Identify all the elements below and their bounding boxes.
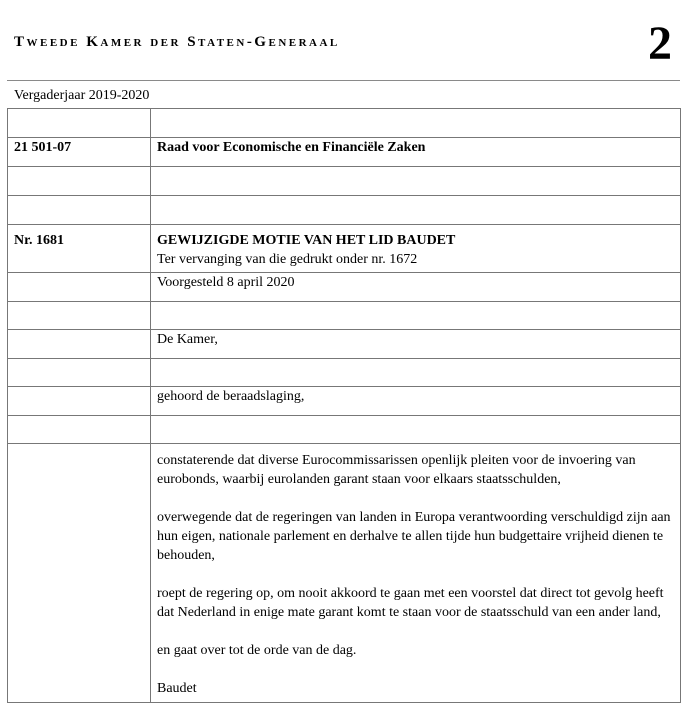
empty-cell [151,359,681,387]
empty-cell [151,109,681,138]
empty-cell [8,302,151,330]
empty-cell [8,444,151,703]
dossier-number: 21 501-07 [8,138,151,167]
empty-cell [151,196,681,225]
table-row [8,109,681,138]
document-number: 2 [648,17,672,70]
dossier-title: Raad voor Economische en Financiële Zaken [151,138,681,167]
header-divider [7,80,680,81]
document-header [14,17,674,70]
chamber-title: Tweede Kamer der Staten-Generaal [14,34,340,50]
motion-heading-cell [151,225,681,273]
empty-cell [151,416,681,444]
empty-cell [8,273,151,302]
heard-row [8,387,681,416]
motion-title: GEWIJZIGDE MOTIE VAN HET LID BAUDET [157,233,456,248]
table-row [8,167,681,196]
empty-cell [8,167,151,196]
motion-row [8,225,681,273]
empty-cell [8,109,151,138]
empty-cell [8,330,151,359]
empty-cell [151,302,681,330]
motion-body-row [8,444,681,703]
empty-cell [8,387,151,416]
motion-number: Nr. 1681 [8,225,151,273]
empty-cell [8,196,151,225]
table-row [8,196,681,225]
heard-deliberation: gehoord de beraadslaging, [151,387,681,416]
motion-paragraph-overwegende: overwegende dat de regeringen van landen in Europa verantwoording verschuldigd zijn aan hun eigen, nationale parlement en derhalve te allen tijde hun budgettaire vrijheid dienen te behouden, [157,510,671,563]
salutation: De Kamer, [151,330,681,359]
empty-cell [151,167,681,196]
motion-replacement-note: Ter vervanging van die gedrukt onder nr. 1672 [157,252,418,267]
motion-signature: Baudet [157,681,197,696]
empty-cell [8,416,151,444]
motion-paragraph-closing: en gaat over tot de orde van de dag. [157,643,357,658]
salutation-row [8,330,681,359]
table-row [8,302,681,330]
motion-paragraph-roept-op: roept de regering op, om nooit akkoord te gaan met een voorstel dat direct tot gevolg heeft dat Nederland in enige mate garant komt te staan voor de staatsschuld van een ander land, [157,586,664,620]
dossier-row [8,138,681,167]
table-row [8,359,681,387]
proposed-date: Voorgesteld 8 april 2020 [151,273,681,302]
proposed-row [8,273,681,302]
motion-paragraph-constaterende: constaterende dat diverse Eurocommissarissen openlijk pleiten voor de invoering van eurobonds, waarbij eurolanden garant staan voor elkaars staatsschulden, [157,453,636,487]
empty-cell [8,359,151,387]
document-table [7,108,681,703]
session-year: Vergaderjaar 2019-2020 [14,88,150,103]
motion-body [151,444,681,703]
table-row [8,416,681,444]
